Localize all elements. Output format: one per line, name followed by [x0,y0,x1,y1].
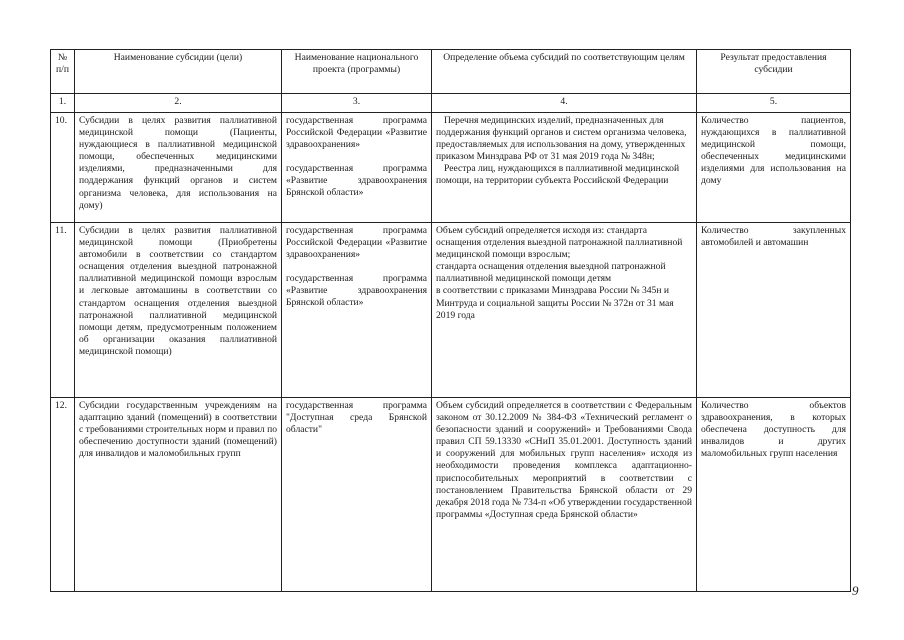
result-cell: Количество пациентов, нуждающихся в паллиативной медицинской помощи, обеспеченных медицинскими изделиями для использования на дому [697,113,851,223]
method-text: в соответствии с приказами Минздрава России № 345н и Минтруда и социальной защиты России № 372н от 31 мая 2019 года [436,285,674,321]
row-number: 11. [51,223,75,398]
method-text: Реестра лиц, нуждающихся в паллиативной медицинской помощи, на территории субъекта Российской Федерации [436,163,680,187]
project-text: государственная программа «Развитие здравоохранения Брянской области» [286,163,427,199]
row-number: 10. [51,113,75,223]
result-cell: Количество закупленных автомобилей и автомашин [697,223,851,398]
column-numbering-row [51,94,851,113]
subsidy-name-cell: Субсидии государственным учреждениям на адаптацию зданий (помещений) в соответствии с требованиями строительных норм и правил по обеспечению доступности зданий (помещений) для инвалидов и маломобильных групп [75,398,282,592]
project-text: государственная программа «Развитие здравоохранения Брянской области» [286,273,427,309]
method-text: Объем субсидий определяется исходя из: стандарта оснащения отделения выездной патронажной паллиативной медицинской помощи взрослым; [436,225,683,261]
project-cell [282,223,432,398]
subsidy-table [50,49,851,592]
column-number: 4. [432,94,697,113]
table-row [51,113,851,223]
header-volume-method: Определение объема субсидий по соответствующим целям [432,50,697,94]
column-number: 3. [282,94,432,113]
method-cell [432,223,697,398]
result-cell: Количество объектов здравоохранения, в которых обеспечена доступность для инвалидов и других маломобильных групп населения [697,398,851,592]
subsidy-name-cell: Субсидии в целях развития паллиативной медицинской помощи (Пациенты, нуждающиеся в паллиативной медицинской помощи, обеспеченных медицинскими изделиями, предназначенными для поддержания функций органов и систем организма человека, для использования на дому) [75,113,282,223]
header-number: № п/п [51,50,75,94]
page-number: 9 [852,583,859,598]
project-cell [282,398,432,592]
project-text: государственная программа "Доступная среда Брянской области" [286,400,427,436]
column-number: 5. [697,94,851,113]
header-national-project: Наименование национального проекта (программы) [282,50,432,94]
project-text: государственная программа Российской Федерации «Развитие здравоохранения» [286,115,427,151]
column-number: 1. [51,94,75,113]
header-subsidy-name: Наименование субсидии (цели) [75,50,282,94]
project-text: государственная программа Российской Федерации «Развитие здравоохранения» [286,225,427,261]
method-text: стандарта оснащения отделения выездной патронажной паллиативной медицинской помощи детям [436,261,666,285]
method-cell: Объем субсидий определяется в соответствии с Федеральным законом от 30.12.2009 № 384-ФЗ «Технический регламент о безопасности зданий и сооружений» и Требованиями Свода правил СП 59.13330 «СНиП 35.01.2001. Доступность зданий и сооружений для мобильных групп населения» исходя из необходимости проведения комплекса адаптационно-приспособительных мероприятий в соответствии с постановлением Правительства Брянской области от 29 декабря 2018 года № 734-п «Об утверждении государственной программы «Доступная среда Брянской области» [432,398,697,592]
method-cell [432,113,697,223]
method-text: Перечня медицинских изделий, предназначенных для поддержания функций органов и систем организма человека, предоставляемых для использования на дому, утвержденных приказом Минздрава РФ от 31 мая 2019 года № 348н; [436,115,687,163]
table-row [51,398,851,592]
subsidy-name-cell: Субсидии в целях развития паллиативной медицинской помощи (Приобретены автомобили в соответствии со стандартом оснащения отделения выездной патронажной паллиативной медицинской помощи взрослым и легковые автомашины в соответствии со стандартом оснащения отделения выездной патронажной паллиативной медицинской помощи детям, предусмотренным положением об организации оказания паллиативной медицинской помощи) [75,223,282,398]
header-result: Результат предоставления субсидии [697,50,851,94]
table-row [51,223,851,398]
row-number: 12. [51,398,75,592]
project-cell [282,113,432,223]
column-number: 2. [75,94,282,113]
table-header-row [51,50,851,94]
